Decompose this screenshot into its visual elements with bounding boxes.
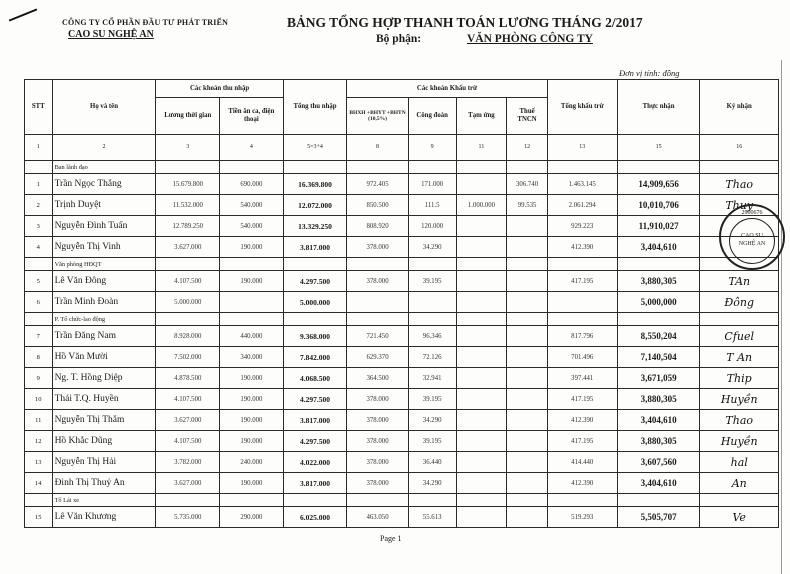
section-empty-cell: [456, 494, 507, 507]
section-empty-cell: [700, 494, 779, 507]
cell-total: 4.297.500: [283, 431, 347, 452]
employee-name: Nguyễn Thị Thắm: [52, 410, 156, 431]
cell-total: 4.297.500: [283, 271, 347, 292]
cell-net: 8,550,204: [617, 326, 700, 347]
cell-base: 11.532.000: [156, 195, 220, 216]
section-empty-cell: [220, 161, 284, 174]
index-cell: 2: [52, 135, 156, 161]
section-empty-cell: [283, 258, 347, 271]
stamp-text: NGHỆ AN: [738, 240, 766, 247]
index-cell: 11: [456, 135, 507, 161]
section-empty-cell: [408, 161, 456, 174]
cell-pit: [507, 368, 547, 389]
index-cell: 3: [156, 135, 220, 161]
table-row: [25, 237, 779, 258]
header-net: Thực nhận: [617, 80, 700, 135]
header-pit: Thuế TNCN: [507, 98, 547, 135]
section-empty-cell: [547, 258, 617, 271]
cell-allow: 190.000: [220, 271, 284, 292]
signature: Đông: [700, 292, 779, 313]
cell-tded: 417.195: [547, 271, 617, 292]
row-stt: 11: [25, 410, 53, 431]
table-row: [25, 174, 779, 195]
employee-name: Ng. T. Hồng Diệp: [52, 368, 156, 389]
cell-union: 34.290: [408, 237, 456, 258]
table-row: [25, 410, 779, 431]
cell-pit: 306.740: [507, 174, 547, 195]
employee-name: Trịnh Duyệt: [52, 195, 156, 216]
header-advance: Tạm ứng: [456, 98, 507, 135]
section-empty-cell: [507, 313, 547, 326]
cell-pit: [507, 431, 547, 452]
section-empty-cell: [617, 161, 700, 174]
section-empty-cell: [220, 258, 284, 271]
cell-union: 39.195: [408, 389, 456, 410]
cell-net: 3,880,305: [617, 431, 700, 452]
cell-ins: 378.000: [347, 389, 409, 410]
pen-stroke-mark: [9, 8, 38, 21]
section-empty-cell: [347, 494, 409, 507]
cell-union: 120.000: [408, 216, 456, 237]
cell-total: 5.000.000: [283, 292, 347, 313]
cell-adv: 1.000.000: [456, 195, 507, 216]
header-union: Công đoàn: [408, 98, 456, 135]
cell-tded: 2.061.294: [547, 195, 617, 216]
cell-adv: [456, 216, 507, 237]
employee-name: Lê Văn Đông: [52, 271, 156, 292]
cell-base: 12.789.250: [156, 216, 220, 237]
cell-net: 3,880,305: [617, 389, 700, 410]
section-empty-cell: [283, 313, 347, 326]
row-stt: 7: [25, 326, 53, 347]
section-empty-cell: [507, 258, 547, 271]
cell-pit: [507, 389, 547, 410]
cell-total: 3.817.000: [283, 473, 347, 494]
signature: Huyền: [700, 389, 779, 410]
cell-allow: 540.000: [220, 195, 284, 216]
employee-name: Hồ Khắc Dũng: [52, 431, 156, 452]
row-stt: 15: [25, 507, 53, 528]
cell-allow: 190.000: [220, 368, 284, 389]
employee-name: Trần Minh Đoàn: [52, 292, 156, 313]
cell-adv: [456, 368, 507, 389]
cell-base: 4.107.500: [156, 431, 220, 452]
cell-base: 3.627.000: [156, 410, 220, 431]
row-stt: 5: [25, 271, 53, 292]
index-cell: 16: [700, 135, 779, 161]
employee-name: Đinh Thị Thuý An: [52, 473, 156, 494]
index-cell: 12: [507, 135, 547, 161]
cell-tded: 417.195: [547, 431, 617, 452]
section-empty-cell: [617, 313, 700, 326]
cell-union: 39.195: [408, 271, 456, 292]
cell-total: 4.297.500: [283, 389, 347, 410]
section-empty-cell: [700, 313, 779, 326]
cell-ins: 850.500: [347, 195, 409, 216]
table-row: [25, 368, 779, 389]
cell-tded: 519.293: [547, 507, 617, 528]
payroll-table: [24, 79, 779, 528]
cell-union: 55.613: [408, 507, 456, 528]
section-empty-cell: [456, 313, 507, 326]
cell-base: 3.627.000: [156, 237, 220, 258]
row-stt: 13: [25, 452, 53, 473]
section-empty-cell: [507, 494, 547, 507]
cell-net: 3,404,610: [617, 410, 700, 431]
table-row: [25, 195, 779, 216]
section-empty-cell: [408, 313, 456, 326]
section-stt-cell: [25, 161, 53, 174]
section-row: [25, 161, 779, 174]
section-empty-cell: [547, 161, 617, 174]
cell-allow: [220, 292, 284, 313]
cell-union: 34.290: [408, 410, 456, 431]
employee-name: Trần Ngọc Thắng: [52, 174, 156, 195]
signature: T An: [700, 347, 779, 368]
section-title: P. Tổ chức-lao động: [52, 313, 156, 326]
cell-tded: 417.195: [547, 389, 617, 410]
cell-ins: 463.050: [347, 507, 409, 528]
employee-name: Nguyễn Đình Tuấn: [52, 216, 156, 237]
cell-allow: 540.000: [220, 216, 284, 237]
section-empty-cell: [283, 161, 347, 174]
cell-pit: 99.535: [507, 195, 547, 216]
cell-base: 8.928.000: [156, 326, 220, 347]
row-stt: 3: [25, 216, 53, 237]
signature: Thip: [700, 368, 779, 389]
section-empty-cell: [156, 161, 220, 174]
cell-allow: 340.000: [220, 347, 284, 368]
cell-allow: 290.000: [220, 507, 284, 528]
cell-union: 34.290: [408, 473, 456, 494]
cell-ins: 378.000: [347, 452, 409, 473]
employee-name: Trần Đăng Nam: [52, 326, 156, 347]
page-edge-line: [781, 60, 782, 574]
section-empty-cell: [156, 494, 220, 507]
cell-adv: [456, 292, 507, 313]
cell-allow: 440.000: [220, 326, 284, 347]
cell-base: 3.627.000: [156, 473, 220, 494]
signature: TAn: [700, 271, 779, 292]
payroll-body: [25, 161, 779, 528]
section-row: [25, 313, 779, 326]
cell-union: 39.195: [408, 431, 456, 452]
cell-ins: 629.370: [347, 347, 409, 368]
signature: Thuy: [700, 195, 779, 216]
cell-pit: [507, 410, 547, 431]
cell-pit: [507, 216, 547, 237]
document-title: BẢNG TỔNG HỢP THANH TOÁN LƯƠNG THÁNG 2/2017: [287, 15, 643, 30]
header-stt: STT: [25, 80, 53, 135]
section-empty-cell: [507, 161, 547, 174]
cell-pit: [507, 326, 547, 347]
cell-total: 9.368.000: [283, 326, 347, 347]
row-stt: 12: [25, 431, 53, 452]
cell-ins: 378.000: [347, 473, 409, 494]
cell-ins: 378.000: [347, 271, 409, 292]
section-empty-cell: [347, 161, 409, 174]
cell-total: 3.817.000: [283, 410, 347, 431]
index-cell: 5=3+4: [283, 135, 347, 161]
section-title: Văn phòng HĐQT: [52, 258, 156, 271]
section-stt-cell: [25, 494, 53, 507]
index-cell: 13: [547, 135, 617, 161]
cell-union: 32.941: [408, 368, 456, 389]
signature: hal: [700, 452, 779, 473]
cell-adv: [456, 347, 507, 368]
cell-total: 4.022.000: [283, 452, 347, 473]
cell-pit: [507, 292, 547, 313]
cell-union: 96.346: [408, 326, 456, 347]
cell-net: 14,909,656: [617, 174, 700, 195]
section-empty-cell: [156, 313, 220, 326]
cell-ins: [347, 292, 409, 313]
cell-union: [408, 292, 456, 313]
section-empty-cell: [700, 161, 779, 174]
section-stt-cell: [25, 313, 53, 326]
cell-total: 16.369.800: [283, 174, 347, 195]
cell-total: 12.072.000: [283, 195, 347, 216]
section-empty-cell: [617, 258, 700, 271]
header-total-income: Tổng thu nhập: [283, 80, 347, 135]
section-empty-cell: [456, 258, 507, 271]
cell-total: 6.025.000: [283, 507, 347, 528]
section-row: [25, 494, 779, 507]
cell-pit: [507, 237, 547, 258]
row-stt: 2: [25, 195, 53, 216]
cell-pit: [507, 473, 547, 494]
cell-adv: [456, 452, 507, 473]
cell-allow: 190.000: [220, 389, 284, 410]
employee-name: Nguyễn Thị Vinh: [52, 237, 156, 258]
cell-base: 4.107.500: [156, 389, 220, 410]
cell-net: 3,404,610: [617, 237, 700, 258]
signature: An: [700, 473, 779, 494]
section-empty-cell: [408, 494, 456, 507]
cell-ins: 378.000: [347, 431, 409, 452]
index-cell: 4: [220, 135, 284, 161]
section-empty-cell: [617, 494, 700, 507]
cell-base: 3.782.000: [156, 452, 220, 473]
table-row: [25, 326, 779, 347]
table-row: [25, 389, 779, 410]
cell-ins: 972.405: [347, 174, 409, 195]
cell-union: 72.126: [408, 347, 456, 368]
section-stt-cell: [25, 258, 53, 271]
section-title: Tổ Lái xe: [52, 494, 156, 507]
signature: Cfuel: [700, 326, 779, 347]
employee-name: Thái T.Q. Huyền: [52, 389, 156, 410]
cell-tded: 412.390: [547, 237, 617, 258]
table-row: [25, 347, 779, 368]
header-income-group: Các khoản thu nhập: [156, 80, 283, 98]
row-stt: 10: [25, 389, 53, 410]
cell-adv: [456, 174, 507, 195]
cell-adv: [456, 237, 507, 258]
cell-tded: 414.440: [547, 452, 617, 473]
row-stt: 1: [25, 174, 53, 195]
employee-name: Nguyễn Thị Hải: [52, 452, 156, 473]
employee-name: Lê Văn Khương: [52, 507, 156, 528]
cell-total: 13.329.250: [283, 216, 347, 237]
cell-ins: 364.500: [347, 368, 409, 389]
cell-net: 5,505,707: [617, 507, 700, 528]
cell-adv: [456, 410, 507, 431]
cell-tded: 397.441: [547, 368, 617, 389]
currency-unit-note: Đơn vị tính: đồng: [619, 68, 680, 78]
cell-net: 11,910,027: [617, 216, 700, 237]
signature: Thao: [700, 410, 779, 431]
cell-ins: 721.450: [347, 326, 409, 347]
cell-allow: 240.000: [220, 452, 284, 473]
cell-ins: 808.920: [347, 216, 409, 237]
cell-total: 3.817.000: [283, 237, 347, 258]
cell-net: 3,607,560: [617, 452, 700, 473]
cell-total: 7.842.000: [283, 347, 347, 368]
row-stt: 14: [25, 473, 53, 494]
row-stt: 8: [25, 347, 53, 368]
cell-adv: [456, 326, 507, 347]
company-name-line2: CAO SU NGHỆ AN: [68, 29, 154, 40]
cell-base: 4.107.500: [156, 271, 220, 292]
cell-allow: 190.000: [220, 410, 284, 431]
table-row: [25, 507, 779, 528]
cell-allow: 190.000: [220, 431, 284, 452]
cell-allow: 690.000: [220, 174, 284, 195]
section-empty-cell: [456, 161, 507, 174]
cell-pit: [507, 507, 547, 528]
section-title: Ban lãnh đạo: [52, 161, 156, 174]
section-empty-cell: [347, 258, 409, 271]
header-total-deduct: Tổng khấu trừ: [547, 80, 617, 135]
header-base-salary: Lương thời gian: [156, 98, 220, 135]
cell-net: 3,880,305: [617, 271, 700, 292]
row-stt: 6: [25, 292, 53, 313]
header-sign: Ký nhận: [700, 80, 779, 135]
stamp-code: 2900676: [741, 210, 763, 217]
cell-tded: 929.223: [547, 216, 617, 237]
cell-net: 7,140,504: [617, 347, 700, 368]
cell-ins: 378.000: [347, 237, 409, 258]
table-row: [25, 431, 779, 452]
cell-adv: [456, 431, 507, 452]
cell-net: 10,010,706: [617, 195, 700, 216]
section-empty-cell: [156, 258, 220, 271]
cell-base: 5.735.000: [156, 507, 220, 528]
employee-name: Hồ Văn Mười: [52, 347, 156, 368]
section-empty-cell: [220, 313, 284, 326]
table-row: [25, 473, 779, 494]
table-row: [25, 271, 779, 292]
cell-adv: [456, 271, 507, 292]
cell-allow: 190.000: [220, 473, 284, 494]
company-name-line1: CÔNG TY CỔ PHẦN ĐẦU TƯ PHÁT TRIỂN: [62, 18, 229, 27]
page-number: Page 1: [380, 534, 402, 543]
section-empty-cell: [283, 494, 347, 507]
section-empty-cell: [347, 313, 409, 326]
department-value: VĂN PHÒNG CÔNG TY: [467, 33, 593, 45]
section-empty-cell: [220, 494, 284, 507]
cell-tded: 817.796: [547, 326, 617, 347]
cell-base: 7.502.000: [156, 347, 220, 368]
cell-base: 4.878.500: [156, 368, 220, 389]
company-stamp: [719, 204, 785, 270]
cell-allow: 190.000: [220, 237, 284, 258]
header-deduct-group: Các khoản Khấu trừ: [347, 80, 547, 98]
section-empty-cell: [547, 494, 617, 507]
row-stt: 9: [25, 368, 53, 389]
cell-base: 5.000.000: [156, 292, 220, 313]
row-stt: 4: [25, 237, 53, 258]
signature: Huyền: [700, 431, 779, 452]
cell-pit: [507, 347, 547, 368]
stamp-inner: [729, 218, 775, 264]
header-name: Họ và tên: [52, 80, 156, 135]
cell-tded: [547, 292, 617, 313]
signature: Thao: [700, 174, 779, 195]
cell-total: 4.068.500: [283, 368, 347, 389]
cell-tded: 412.390: [547, 473, 617, 494]
department-label: Bộ phận:: [376, 33, 422, 45]
index-cell: 9: [408, 135, 456, 161]
signature: Ve: [700, 507, 779, 528]
cell-tded: 1.463.145: [547, 174, 617, 195]
cell-adv: [456, 473, 507, 494]
header-insurance: BHXH +BHYT +BHTN (10,5%): [347, 98, 409, 135]
section-empty-cell: [547, 313, 617, 326]
table-row: [25, 216, 779, 237]
cell-union: 111.5: [408, 195, 456, 216]
cell-pit: [507, 452, 547, 473]
table-row: [25, 452, 779, 473]
cell-ins: 378.000: [347, 410, 409, 431]
cell-pit: [507, 271, 547, 292]
index-cell: 8: [347, 135, 409, 161]
section-row: [25, 258, 779, 271]
index-cell: 1: [25, 135, 53, 161]
header-phone-allowance: Tiền ăn ca, điện thoại: [220, 98, 284, 135]
cell-union: 36.440: [408, 452, 456, 473]
index-cell: 15: [617, 135, 700, 161]
stamp-text: CAO SU: [741, 233, 763, 240]
cell-tded: 412.390: [547, 410, 617, 431]
table-row: [25, 292, 779, 313]
section-empty-cell: [408, 258, 456, 271]
cell-adv: [456, 389, 507, 410]
cell-net: 3,404,610: [617, 473, 700, 494]
cell-tded: 701.496: [547, 347, 617, 368]
cell-net: 3,671,059: [617, 368, 700, 389]
cell-adv: [456, 507, 507, 528]
cell-net: 5,000,000: [617, 292, 700, 313]
cell-union: 171.000: [408, 174, 456, 195]
cell-base: 15.679.800: [156, 174, 220, 195]
